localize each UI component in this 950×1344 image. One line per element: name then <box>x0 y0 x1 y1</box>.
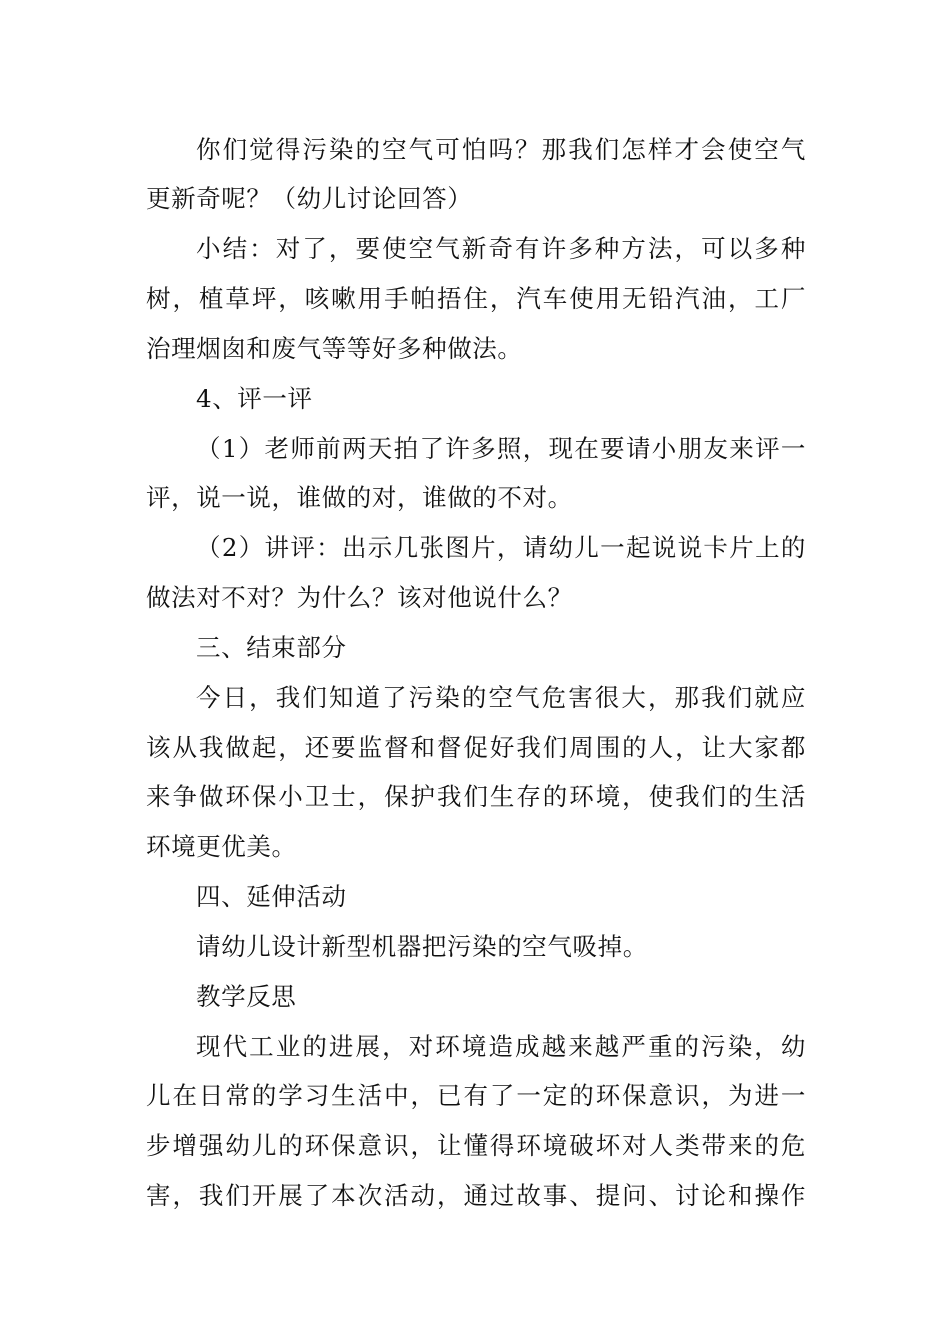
paragraph-line: 步增强幼儿的环保意识，让懂得环境破坏对人类带来的危 <box>146 1131 806 1160</box>
paragraph-line: 请幼儿设计新型机器把污染的空气吸掉。 <box>196 932 648 961</box>
paragraph-line: 来争做环保小卫士，保护我们生存的环境，使我们的生活 <box>146 782 806 811</box>
section-heading: 4、评一评 <box>196 384 313 413</box>
paragraph-line: （1）老师前两天拍了许多照，现在要请小朋友来评一 <box>196 434 806 463</box>
paragraph-line: 儿在日常的学习生活中，已有了一定的环保意识，为进一 <box>146 1081 806 1110</box>
paragraph-line: 你们觉得污染的空气可怕吗？那我们怎样才会使空气 <box>196 135 806 164</box>
paragraph-line: 小结：对了，要使空气新奇有许多种方法，可以多种 <box>196 234 806 263</box>
paragraph-line: 树，植草坪，咳嗽用手帕捂住，汽车使用无铅汽油，工厂 <box>146 284 806 313</box>
paragraph-line: 今日，我们知道了污染的空气危害很大，那我们就应 <box>196 683 806 712</box>
paragraph-line: （2）讲评：出示几张图片，请幼儿一起说说卡片上的 <box>196 533 806 562</box>
paragraph-line: 该从我做起，还要监督和督促好我们周围的人，让大家都 <box>146 733 806 762</box>
paragraph-line: 做法对不对？为什么？该对他说什么？ <box>146 583 573 612</box>
paragraph-line: 更新奇呢？（幼儿讨论回答） <box>146 184 473 213</box>
paragraph-line: 环境更优美。 <box>146 832 297 861</box>
paragraph-line: 治理烟囱和废气等等好多种做法。 <box>146 334 523 363</box>
paragraph-line: 评，说一说，谁做的对，谁做的不对。 <box>146 483 573 512</box>
section-heading: 三、结束部分 <box>196 633 347 662</box>
section-heading: 教学反思 <box>196 982 297 1011</box>
paragraph-line: 现代工业的进展，对环境造成越来越严重的污染，幼 <box>196 1032 806 1061</box>
section-heading: 四、延伸活动 <box>196 882 347 911</box>
paragraph-line: 害，我们开展了本次活动，通过故事、提问、讨论和操作 <box>146 1181 806 1210</box>
